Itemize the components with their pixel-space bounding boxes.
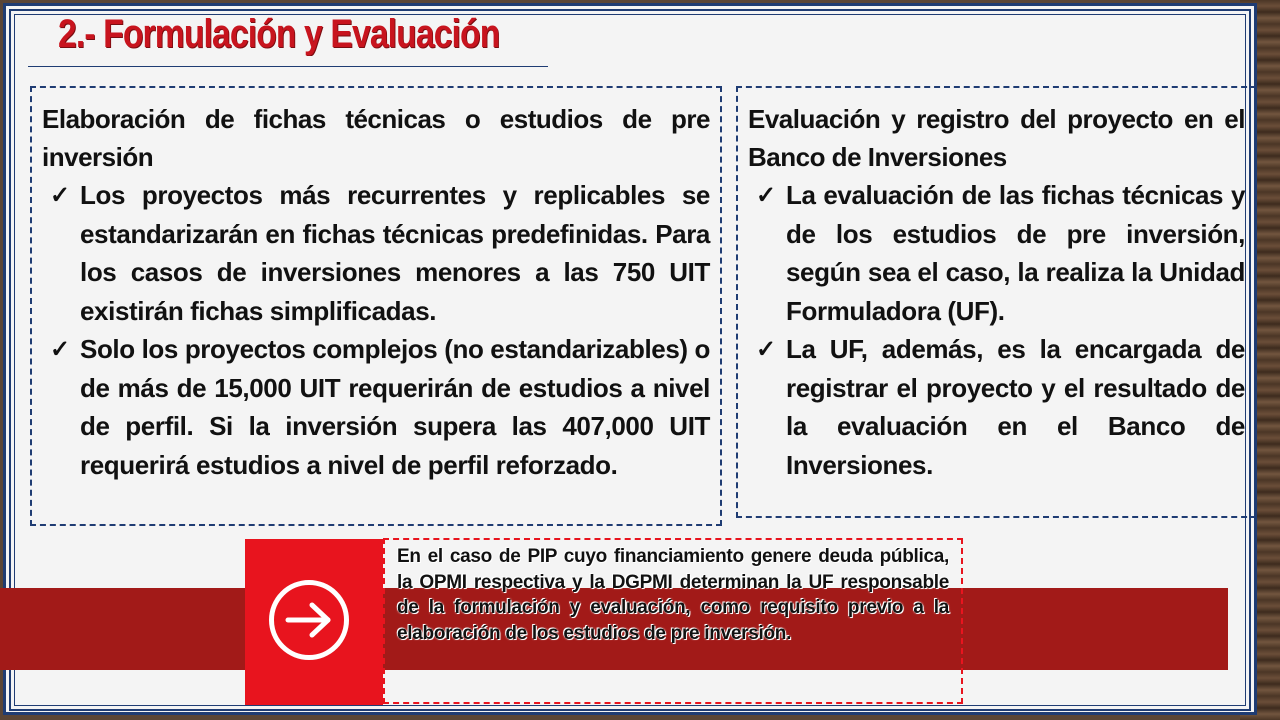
bullet-text: La UF, además, es la encargada de registrar el proyecto y el resultado de la evaluación en el Banco de Inversiones.: [786, 334, 1245, 480]
check-icon: ✓: [756, 182, 776, 209]
title-divider: [28, 66, 548, 67]
bullet-text: Solo los proyectos complejos (no estandarizables) o de más de 15,000 UIT requerirán de estudios a nivel de perfil. Si la inversión supera las 407,000 UIT requerirá estudios a nivel de perfil reforzado.: [80, 334, 710, 480]
left-panel-heading: Elaboración de fichas técnicas o estudios de pre inversión: [42, 104, 710, 172]
note-text: En el caso de PIP cuyo financiamiento genere deuda pública, la OPMI respectiva y la DGPMI determinan la UF responsable de la formulación y evaluación, como requisito previo a la elaboración de los estudios de pre inversión.: [397, 546, 949, 644]
left-bullet-list: [42, 176, 710, 484]
note-box: [383, 538, 963, 704]
bullet-text: La evaluación de las fichas técnicas y de los estudios de pre inversión, según sea el caso, la realiza la Unidad Formuladora (UF).: [786, 180, 1245, 326]
list-item: [748, 176, 1245, 330]
bullet-text: Los proyectos más recurrentes y replicables se estandarizarán en fichas técnicas predefinidas. Para los casos de inversiones menores a las 750 UIT existirán fichas simplificadas.: [80, 180, 710, 326]
right-bullet-list: [748, 176, 1245, 484]
list-item: [42, 330, 710, 484]
slide-title: 2.- Formulación y Evaluación: [58, 12, 500, 56]
list-item: [748, 330, 1245, 484]
right-panel-heading: Evaluación y registro del proyecto en el Banco de Inversiones: [748, 104, 1245, 172]
check-icon: ✓: [756, 336, 776, 363]
arrow-right-circle-icon: [269, 580, 349, 660]
check-icon: ✓: [50, 182, 70, 209]
check-icon: ✓: [50, 336, 70, 363]
left-panel: [30, 86, 722, 526]
list-item: [42, 176, 710, 330]
right-panel: [736, 86, 1257, 518]
